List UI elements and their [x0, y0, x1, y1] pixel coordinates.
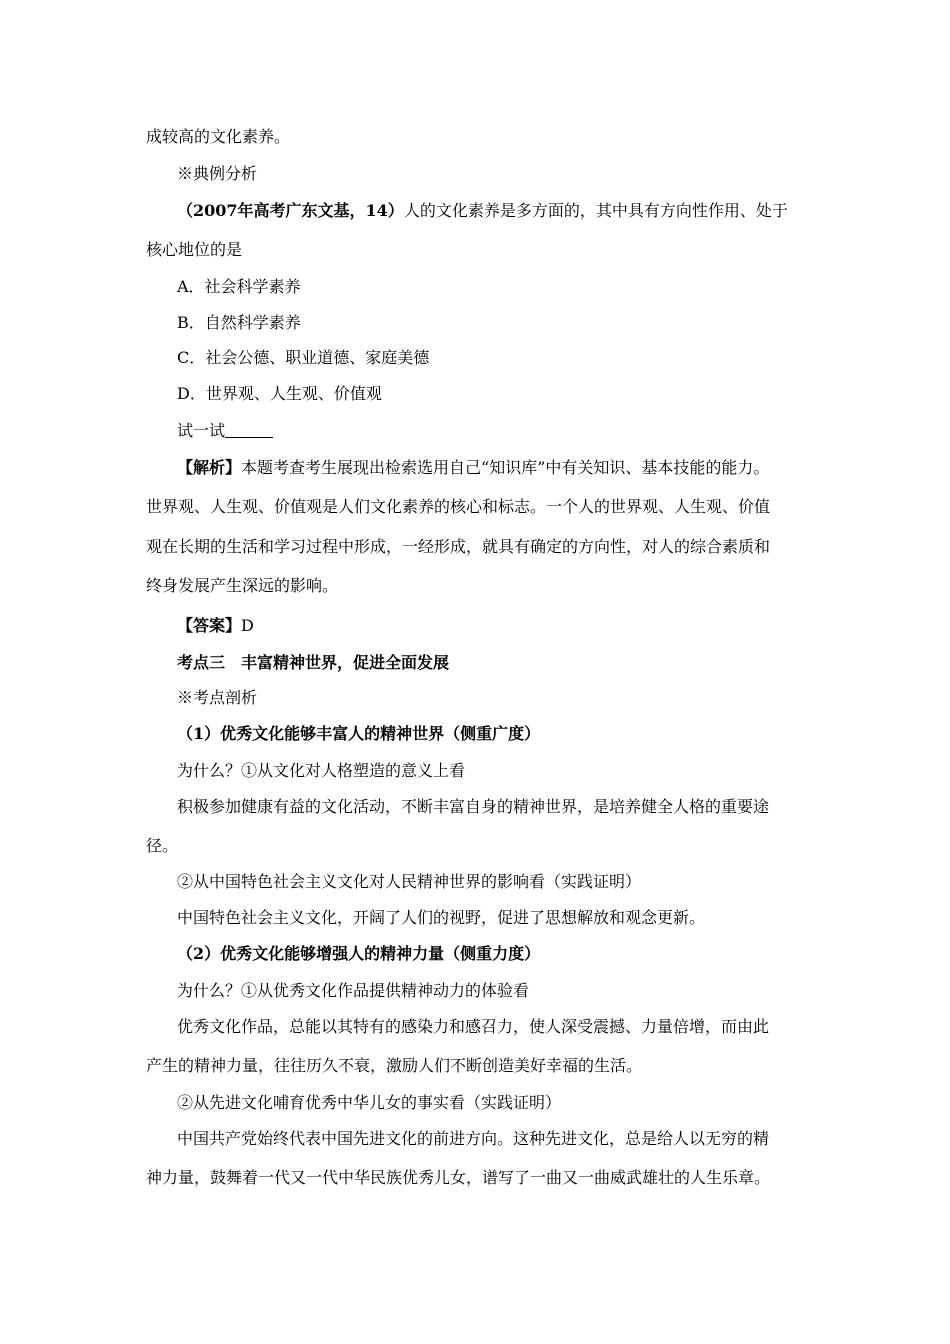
- question-stem: [177, 201, 788, 221]
- try-label: 试一试: [177, 421, 226, 440]
- text-line: 为什么？①从优秀文化作品提供精神动力的体验看: [177, 981, 530, 1000]
- answer-line: [177, 616, 254, 636]
- text-line: 成较高的文化素养。: [146, 127, 291, 146]
- point-2-heading: （2）优秀文化能够增强人的精神力量（侧重力度）: [177, 944, 541, 963]
- try-line: [177, 421, 273, 441]
- text-line: 为什么？①从文化对人格塑造的意义上看: [177, 761, 466, 780]
- text-line: 积极参加健康有益的文化活动，不断丰富自身的精神世界，是培养健全人格的重要途: [177, 797, 770, 816]
- question-text-cont: 核心地位的是: [146, 240, 243, 259]
- text-line: 中国特色社会主义文化，开阔了人们的视野，促进了思想解放和观念更新。: [177, 908, 706, 927]
- option-d: D．世界观、人生观、价值观: [177, 384, 382, 403]
- text-line: 优秀文化作品，总能以其特有的感染力和感召力，使人深受震撼、力量倍增，而由此: [177, 1017, 770, 1036]
- text-line: ②从中国特色社会主义文化对人民精神世界的影响看（实践证明）: [177, 872, 642, 891]
- point-1-heading: （1）优秀文化能够丰富人的精神世界（侧重广度）: [177, 724, 541, 743]
- section-label-analysis: ※考点剖析: [177, 688, 258, 707]
- question-source: （2007年高考广东文基，14）: [177, 201, 404, 220]
- section-label-example: ※典例分析: [177, 164, 258, 183]
- analysis-text: 终身发展产生深远的影响。: [146, 576, 339, 595]
- analysis-text: 本题考查考生展现出检索选用自己“知识库”中有关知识、基本技能的能力。: [241, 458, 770, 477]
- topic-heading: 考点三 丰富精神世界，促进全面发展: [177, 653, 450, 672]
- option-b: B．自然科学素养: [177, 313, 301, 332]
- analysis-line: [177, 458, 769, 478]
- option-a: A．社会科学素养: [177, 277, 301, 296]
- answer-label: 【答案】: [177, 616, 242, 635]
- analysis-text: 观在长期的生活和学习过程中形成，一经形成，就具有确定的方向性，对人的综合素质和: [146, 537, 771, 556]
- answer-value: D: [241, 616, 254, 635]
- text-line: 中国共产党始终代表中国先进文化的前进方向。这种先进文化，总是给人以无穷的精: [177, 1129, 770, 1148]
- text-line: 神力量，鼓舞着一代又一代中华民族优秀儿女，谱写了一曲又一曲威武雄壮的人生乐章。: [146, 1168, 771, 1187]
- text-line: 产生的精神力量，往往历久不衰，激励人们不断创造美好幸福的生活。: [146, 1056, 643, 1075]
- answer-blank: [225, 421, 273, 438]
- analysis-label: 【解析】: [177, 458, 242, 477]
- text-line: 径。: [146, 836, 179, 855]
- question-text: 人的文化素养是多方面的，其中具有方向性作用、处于: [403, 201, 788, 220]
- text-line: ②从先进文化哺育优秀中华儿女的事实看（实践证明）: [177, 1093, 562, 1112]
- analysis-text: 世界观、人生观、价值观是人们文化素养的核心和标志。一个人的世界观、人生观、价值: [146, 497, 771, 516]
- option-c: C．社会公德、职业道德、家庭美德: [177, 348, 430, 367]
